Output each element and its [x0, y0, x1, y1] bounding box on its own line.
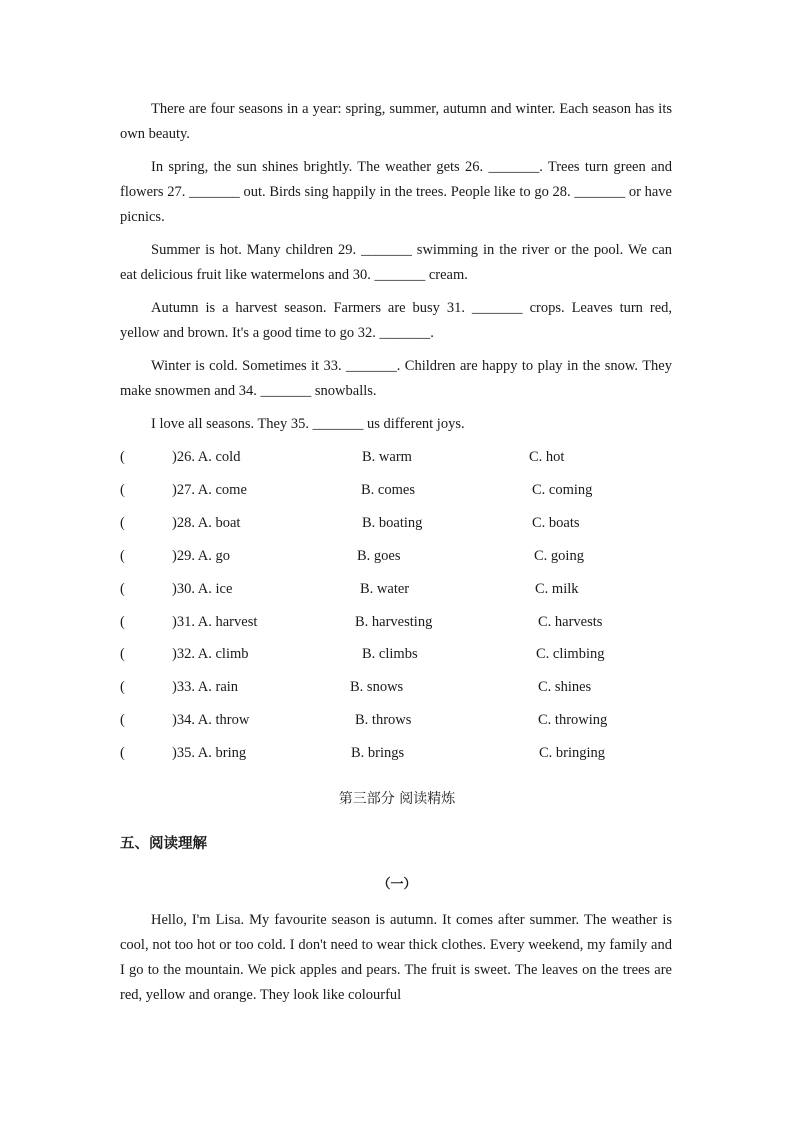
passage-number: （一）	[377, 877, 417, 892]
option-b: B. boating	[362, 515, 423, 531]
question-row	[120, 742, 680, 764]
question-row	[120, 643, 680, 665]
option-a: )29. A. go	[172, 548, 230, 564]
option-a: )30. A. ice	[172, 581, 233, 597]
option-b: B. warm	[362, 449, 412, 465]
answer-blank[interactable]: (	[120, 515, 125, 531]
option-c: C. boats	[532, 515, 580, 531]
cloze-autumn-paragraph: Autumn is a harvest season. Farmers are busy 31. _______ crops. Leaves turn red, yellow and brown. It's a good time to go 32. _______.	[120, 300, 672, 341]
answer-blank[interactable]: (	[120, 745, 125, 761]
option-a: )35. A. bring	[172, 745, 247, 761]
cloze-spring-paragraph: In spring, the sun shines brightly. The weather gets 26. _______. Trees turn green and flowers 27. _______ out. Birds sing happily in the trees. People like to go 28. _______ or have picnics.	[120, 159, 672, 225]
answer-blank[interactable]: (	[120, 679, 125, 695]
option-a: )32. A. climb	[172, 646, 249, 662]
question-row	[120, 512, 680, 534]
option-a: )33. A. rain	[172, 679, 239, 695]
question-row	[120, 578, 680, 600]
answer-blank[interactable]: (	[120, 548, 125, 564]
option-b: B. harvesting	[355, 614, 433, 630]
question-row	[120, 676, 680, 698]
cloze-closing-paragraph: I love all seasons. They 35. _______ us different joys.	[151, 416, 465, 432]
option-b: B. comes	[361, 482, 415, 498]
option-c: C. bringing	[539, 745, 606, 761]
option-b: B. climbs	[362, 646, 418, 662]
part-title: 第三部分 阅读精炼	[338, 791, 456, 807]
answer-blank[interactable]: (	[120, 614, 125, 630]
answer-blank[interactable]: (	[120, 646, 125, 662]
section-heading: 五、阅读理解	[120, 836, 207, 852]
question-row	[120, 479, 680, 501]
option-c: C. throwing	[538, 712, 608, 728]
option-c: C. going	[534, 548, 584, 564]
option-c: C. coming	[532, 482, 593, 498]
option-b: B. throws	[355, 712, 412, 728]
option-c: C. harvests	[538, 614, 603, 630]
reading-passage: Hello, I'm Lisa. My favourite season is autumn. It comes after summer. The weather is cool, not too hot or too cold. I don't need to wear thick clothes. Every weekend, my family and I go to the mountain. We pick apples and pears. The fruit is sweet. The leaves on the trees are red, yellow and orange. They look like colourful	[120, 912, 672, 1003]
cloze-intro-paragraph: There are four seasons in a year: spring, summer, autumn and winter. Each season has its own beauty.	[120, 101, 672, 142]
question-row	[120, 446, 680, 468]
option-a: )34. A. throw	[172, 712, 250, 728]
question-row	[120, 709, 680, 731]
option-a: )27. A. come	[172, 482, 247, 498]
answer-blank[interactable]: (	[120, 449, 125, 465]
option-b: B. snows	[350, 679, 404, 695]
answer-blank[interactable]: (	[120, 482, 125, 498]
option-a: )31. A. harvest	[172, 614, 258, 630]
question-row	[120, 545, 680, 567]
cloze-winter-paragraph: Winter is cold. Sometimes it 33. _______. Children are happy to play in the snow. They make snowmen and 34. _______ snowballs.	[120, 358, 672, 399]
option-c: C. milk	[535, 581, 579, 597]
option-b: B. brings	[351, 745, 405, 761]
option-a: )26. A. cold	[172, 449, 241, 465]
option-b: B. water	[360, 581, 410, 597]
answer-blank[interactable]: (	[120, 712, 125, 728]
option-a: )28. A. boat	[172, 515, 241, 531]
option-b: B. goes	[357, 548, 401, 564]
answer-blank[interactable]: (	[120, 581, 125, 597]
option-c: C. shines	[538, 679, 592, 695]
option-c: C. hot	[529, 449, 565, 465]
cloze-summer-paragraph: Summer is hot. Many children 29. _______ swimming in the river or the pool. We can eat delicious fruit like watermelons and 30. _______ cream.	[120, 242, 672, 283]
question-row	[120, 611, 680, 633]
option-c: C. climbing	[536, 646, 605, 662]
